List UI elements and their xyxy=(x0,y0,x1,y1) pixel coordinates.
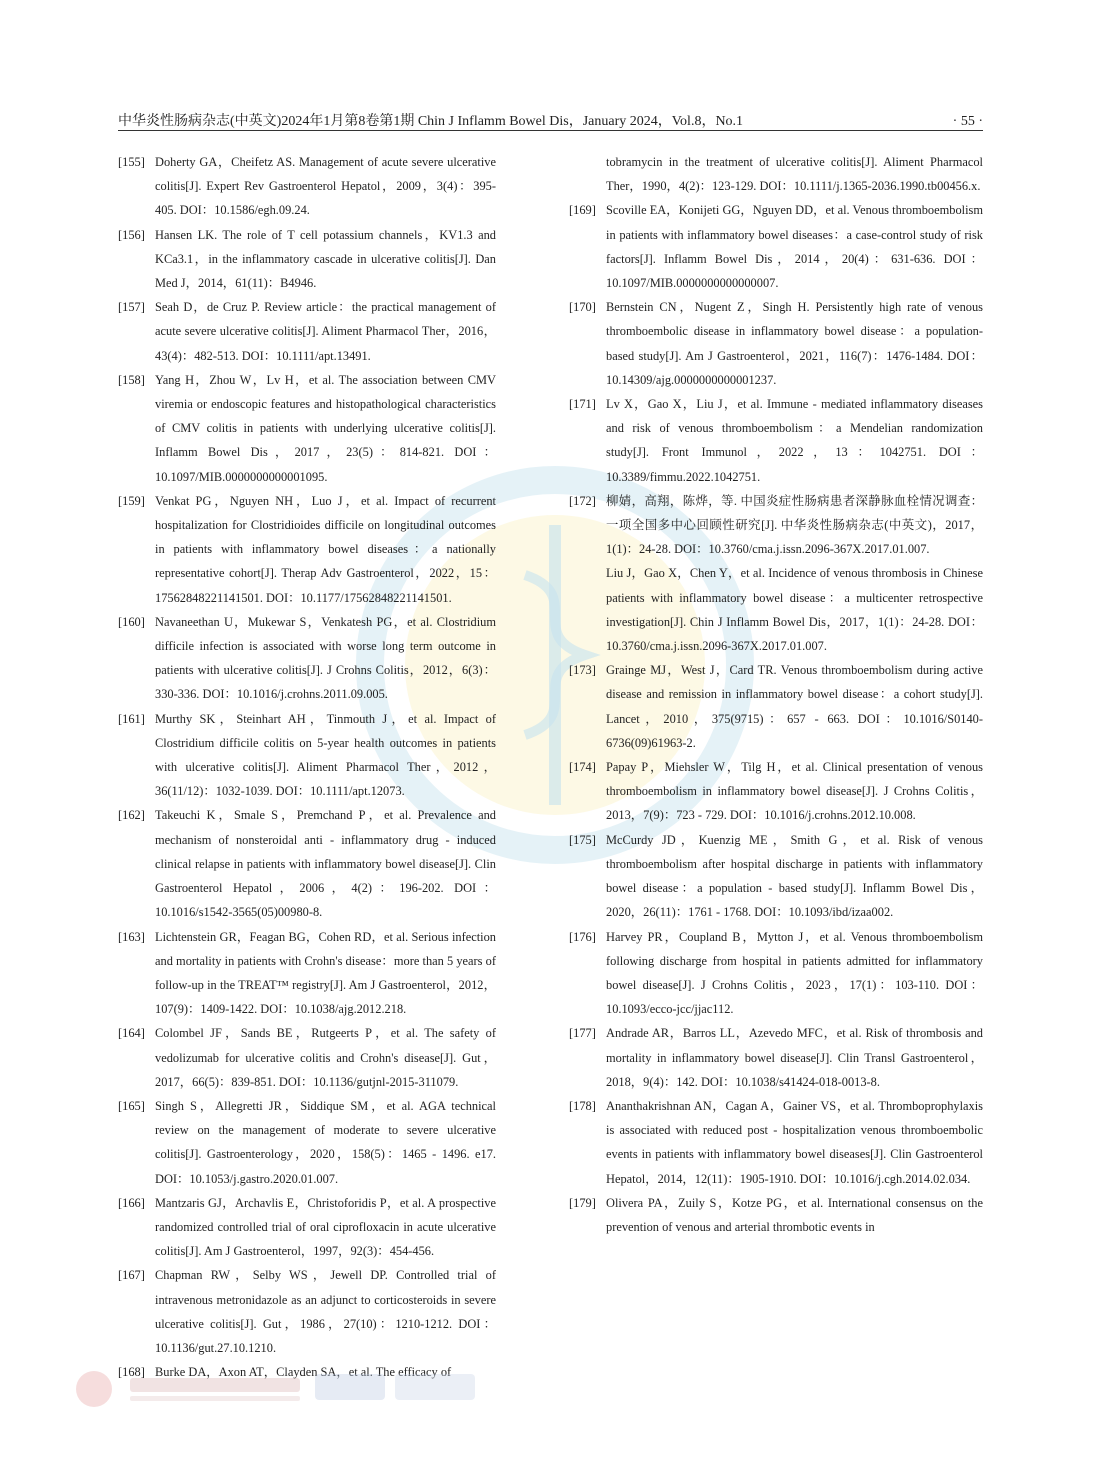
reference-item: [178] Ananthakrishnan AN，Cagan A，Gainer VS，et al. Thromboprophylaxis is associated with reduced post - hospitalization venous thromboembolic events in patients with inflammatory bowel diseases[J]. Clin Gastroenterol Hepatol，2014，12(11)：1905-1910. DOI：10.1016/j.cgh.2014.02.034. xyxy=(569,1098,983,1186)
reference-item: [159] Venkat PG，Nguyen NH，Luo J，et al. Impact of recurrent hospitalization for Clostridioides difficile on longitudinal outcomes in patients with inflammatory bowel diseases：a nationally representative cohort[J]. Therap Adv Gastroenterol，2022，15：17562848221141501. DOI：10.1177/17562848221141501. xyxy=(118,493,496,605)
reference-item: [167] Chapman RW，Selby WS，Jewell DP. Controlled trial of intravenous metronidazole as an adjunct to corticosteroids in severe ulcerative colitis[J]. Gut，1986，27(10)：1210-1212. DOI：10.1136/gut.27.10.1210. xyxy=(118,1268,496,1355)
reference-item: [168] Burke DA，Axon AT，Clayden SA，et al. The efficacy of xyxy=(118,1365,452,1380)
reference-item: [165] Singh S，Allegretti JR，Siddique SM，et al. AGA technical review on the management of moderate to severe ulcerative colitis[J]. Gastroenterology，2020，158(5)：1465 - 1496. e17. DOI：10.1053/j.gastro.2020.01.007. xyxy=(118,1098,496,1186)
reference-item: [170] Bernstein CN，Nugent Z，Singh H. Persistently high rate of venous thromboembolic disease in inflammatory bowel disease：a population-based study[J]. Am J Gastroenterol，2021，116(7)：1476-1484. DOI：10.14309/ajg.0000000000001237. xyxy=(569,300,983,387)
reference-item: [172] 柳婧，高翔，陈烨，等. 中国炎症性肠病患者深静脉血栓情况调查：一项全国多中心回顾性研究[J]. 中华炎性肠病杂志(中英文)，2017，1(1)：24-28. DOI：10.3760/cma.j.issn.2096-367X.2017.01.007. xyxy=(569,493,983,557)
reference-item: [179] Olivera PA，Zuily S，Kotze PG，et al. International consensus on the prevention of venous and arterial thrombotic events in xyxy=(569,1195,983,1234)
reference-item: [175] McCurdy JD，Kuenzig ME，Smith G，et al. Risk of venous thromboembolism after hospital discharge in patients with inflammatory bowel disease：a population - based study[J]. Inflamm Bowel Dis，2020，26(11)：1761 - 1768. DOI：10.1093/ibd/izaa002. xyxy=(569,832,983,920)
right-column xyxy=(569,150,983,1239)
reference-item: [161] Murthy SK，Steinhart AH，Tinmouth J，et al. Impact of Clostridium difficile colitis on 5-year health outcomes in patients with ulcerative colitis[J]. Aliment Pharmacol Ther，2012，36(11/12)：1032-1039. DOI：10.1111/apt.12073. xyxy=(118,711,496,799)
reference-item: [164] Colombel JF，Sands BE，Rutgeerts P，et al. The safety of vedolizumab for ulcerative colitis and Crohn's disease[J]. Gut，2017，66(5)：839-851. DOI：10.1136/gutjnl-2015-311079. xyxy=(118,1026,496,1089)
reference-item: [171] Lv X，Gao X，Liu J，et al. Immune - mediated inflammatory diseases and risk of venous thromboembolism：a Mendelian randomization study[J]. Front Immunol，2022，13：1042751. DOI：10.3389/fimmu.2022.1042751. xyxy=(569,397,983,484)
running-header xyxy=(118,106,983,130)
reference-item: [163] Lichtenstein GR，Feagan BG，Cohen RD，et al. Serious infection and mortality in patients with Crohn's disease：more than 5 years of follow-up in the TREAT™ registry[J]. Am J Gastroenterol，2012，107(9)：1409-1422. DOI：10.1038/ajg.2012.218. xyxy=(118,929,496,1017)
reference-item: [158] Yang H，Zhou W，Lv H，et al. The association between CMV viremia or endoscopic features and histopathological characteristics of CMV colitis in patients with underlying ulcerative colitis[J]. Inflamm Bowel Dis，2017，23(5)：814-821. DOI：10.1097/MIB.0000000000001095. xyxy=(118,372,496,484)
header-rule xyxy=(118,130,983,131)
reference-item: [157] Seah D，de Cruz P. Review article：the practical management of acute severe ulcerative colitis[J]. Aliment Pharmacol Ther，2016，43(4)：482-513. DOI：10.1111/apt.13491. xyxy=(118,300,496,363)
reference-item: [156] Hansen LK. The role of T cell potassium channels，KV1.3 and KCa3.1，in the inflammatory cascade in ulcerative colitis[J]. Dan Med J，2014，61(11)：B4946. xyxy=(118,227,496,291)
reference-item: [169] Scoville EA，Konijeti GG，Nguyen DD，et al. Venous thromboembolism in patients with inflammatory bowel diseases：a case-control study of risk factors[J]. Inflamm Bowel Dis，2014，20(4)：631-636. DOI：10.1097/MIB.0000000000000007. xyxy=(569,203,983,291)
reference-item: [174] Papay P，Miehsler W，Tilg H，et al. Clinical presentation of venous thromboembolism in inflammatory bowel disease[J]. J Crohns Colitis，2013，7(9)：723 - 729. DOI：10.1016/j.crohns.2012.10.008. xyxy=(569,760,983,823)
reference-item: [176] Harvey PR，Coupland B，Mytton J，et al. Venous thromboembolism following discharge from hospital in patients admitted for inflammatory bowel disease[J]. J Crohns Colitis，2023，17(1)：103-110. DOI：10.1093/ecco-jcc/jjac112. xyxy=(569,929,983,1017)
page-number: · 55 · xyxy=(952,114,983,129)
reference-item: [173] Grainge MJ，West J，Card TR. Venous thromboembolism during active disease and remission in inflammatory bowel disease：a cohort study[J]. Lancet，2010，375(9715)：657 - 663. DOI：10.1016/S0140-6736(09)61963-2. xyxy=(569,663,983,750)
reference-item: [162] Takeuchi K，Smale S，Premchand P，et al. Prevalence and mechanism of nonsteroidal anti - inflammatory drug - induced clinical relapse in patients with inflammatory bowel disease[J]. Clin Gastroenterol Hepatol，2006，4(2)：196-202. DOI：10.1016/s1542-3565(05)00980-8. xyxy=(118,808,496,920)
reference-english-translation: Liu J，Gao X，Chen Y，et al. Incidence of venous thrombosis in Chinese patients with inflammatory bowel disease：a multicenter retrospective investigation[J]. Chin J Inflamm Bowel Dis，2017，1(1)：24-28. DOI：10.3760/cma.j.issn.2096-367X.2017.01.007. xyxy=(606,566,983,654)
publisher-logo xyxy=(70,1366,490,1412)
reference-item: [177] Andrade AR，Barros LL，Azevedo MFC，et al. Risk of thrombosis and mortality in inflammatory bowel disease[J]. Clin Transl Gastroenterol，2018，9(4)：142. DOI：10.1038/s41424-018-0013-8. xyxy=(569,1026,983,1089)
journal-info: 中华炎性肠病杂志(中英文)2024年1月第8卷第1期 Chin J Inflamm Bowel Dis，January 2024，Vol.8，No.1 xyxy=(118,114,744,129)
reference-continuation: tobramycin in the treatment of ulcerative colitis[J]. Aliment Pharmacol Ther，1990，4(2)：123-129. DOI：10.1111/j.1365-2036.1990.tb00456.x. xyxy=(606,155,983,194)
left-column xyxy=(118,150,496,1384)
reference-item: [155] Doherty GA，Cheifetz AS. Management of acute severe ulcerative colitis[J]. Expert Rev Gastroenterol Hepatol，2009，3(4)：395-405. DOI：10.1586/egh.09.24. xyxy=(118,155,496,218)
reference-item: [166] Mantzaris GJ，Archavlis E，Christoforidis P，et al. A prospective randomized controlled trial of oral ciprofloxacin in acute ulcerative colitis[J]. Am J Gastroenterol，1997，92(3)：454-456. xyxy=(118,1195,496,1259)
reference-item: [160] Navaneethan U，Mukewar S，Venkatesh PG，et al. Clostridium difficile infection is associated with worse long term outcome in patients with ulcerative colitis[J]. J Crohns Colitis，2012，6(3)：330-336. DOI：10.1016/j.crohns.2011.09.005. xyxy=(118,614,496,702)
